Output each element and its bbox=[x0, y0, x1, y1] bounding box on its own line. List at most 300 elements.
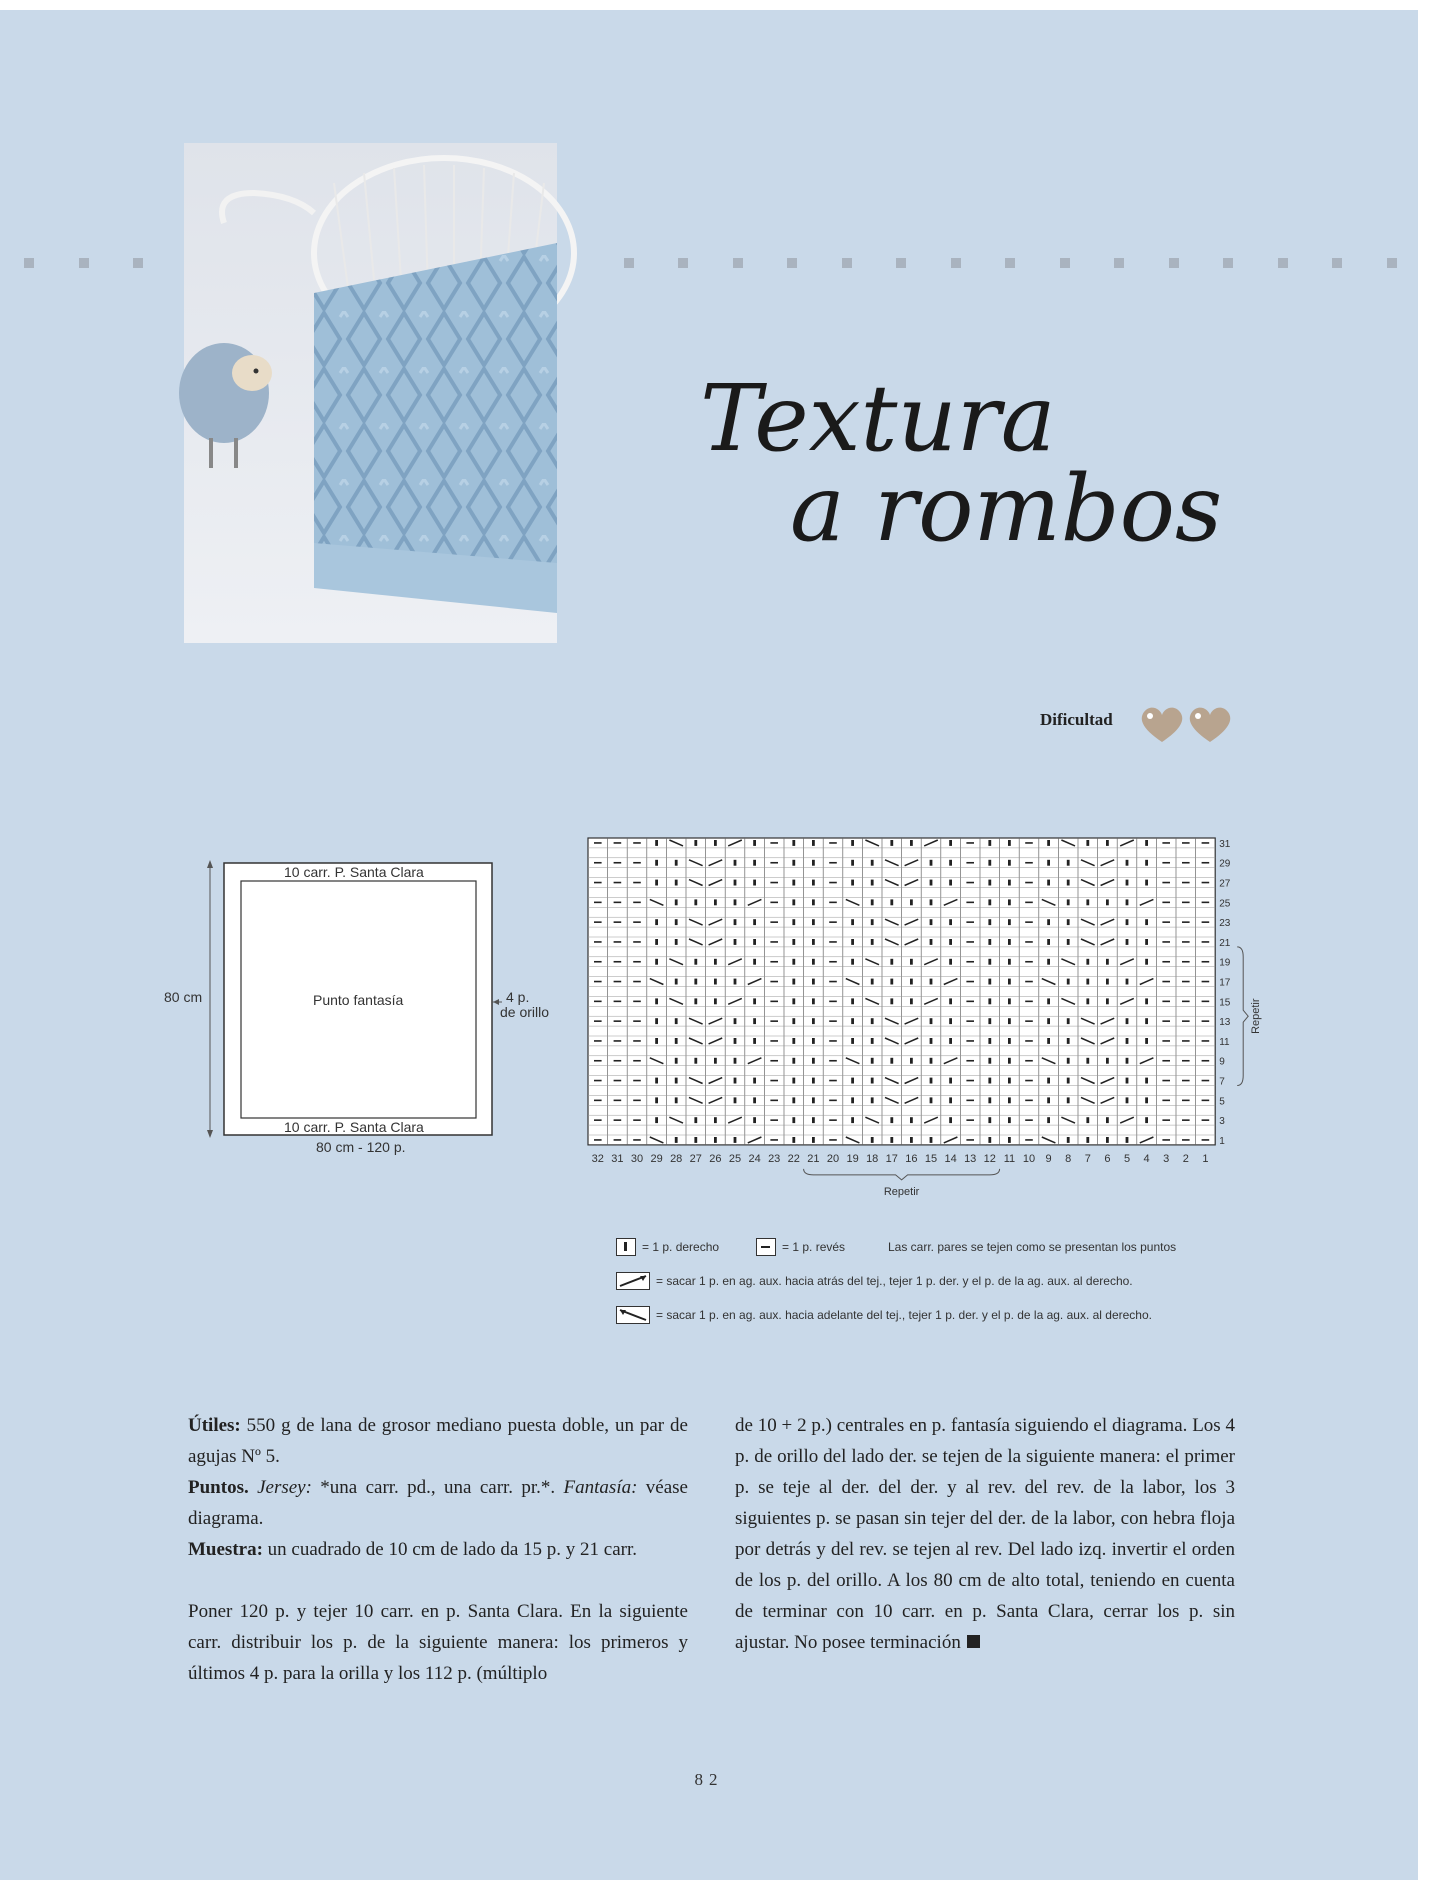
knit-stitch bbox=[792, 880, 795, 886]
knit-stitch bbox=[949, 998, 952, 1004]
knit-stitch bbox=[930, 1078, 933, 1084]
knit-stitch bbox=[890, 979, 893, 985]
knit-stitch bbox=[910, 1117, 913, 1123]
column-label: 2 bbox=[1182, 1152, 1189, 1165]
repeat-label-rows: Repetir bbox=[1250, 998, 1263, 1034]
knit-stitch bbox=[1008, 899, 1011, 905]
schematic-edge-label-2: de orillo bbox=[500, 1004, 550, 1020]
column-label: 20 bbox=[826, 1152, 840, 1165]
column-label: 21 bbox=[807, 1152, 820, 1165]
knit-stitch bbox=[871, 939, 874, 945]
knit-stitch bbox=[675, 1038, 678, 1044]
knit-stitch bbox=[1067, 939, 1070, 945]
knit-stitch bbox=[812, 939, 815, 945]
page bbox=[0, 10, 1418, 1880]
knit-stitch bbox=[871, 1038, 874, 1044]
knit-stitch bbox=[851, 1117, 854, 1123]
knit-stitch bbox=[792, 899, 795, 905]
knit-stitch bbox=[812, 1097, 815, 1103]
knit-stitch bbox=[675, 939, 678, 945]
row-label: 15 bbox=[1219, 997, 1231, 1009]
knit-stitch bbox=[1145, 939, 1148, 945]
knit-stitch bbox=[949, 959, 952, 965]
knit-stitch bbox=[1008, 860, 1011, 866]
heart-icon bbox=[1190, 708, 1231, 742]
heart-icon bbox=[1142, 708, 1183, 742]
knit-stitch bbox=[694, 899, 697, 905]
knit-stitch bbox=[930, 1018, 933, 1024]
row-label: 27 bbox=[1219, 878, 1231, 890]
knit-stitch bbox=[988, 880, 991, 886]
knit-stitch bbox=[988, 998, 991, 1004]
dot-icon bbox=[1169, 258, 1179, 268]
knit-stitch bbox=[1067, 899, 1070, 905]
knit-stitch bbox=[753, 939, 756, 945]
knit-stitch bbox=[675, 1097, 678, 1103]
chart-legend bbox=[610, 1238, 1310, 1348]
knit-stitch bbox=[851, 919, 854, 925]
repeat-brace-rows bbox=[1237, 947, 1248, 1086]
knit-stitch bbox=[890, 1117, 893, 1123]
knit-stitch bbox=[1008, 1117, 1011, 1123]
jersey-label: Jersey: bbox=[248, 1477, 312, 1498]
knit-stitch bbox=[1145, 1078, 1148, 1084]
row-label: 7 bbox=[1219, 1076, 1225, 1088]
knit-stitch bbox=[1126, 1058, 1129, 1064]
end-square-icon bbox=[967, 1635, 980, 1648]
knit-stitch bbox=[851, 880, 854, 886]
row-label: 13 bbox=[1219, 1017, 1231, 1029]
schematic-center-label: Punto fantasía bbox=[313, 992, 404, 1008]
cross-left-symbol-icon bbox=[616, 1306, 650, 1324]
knit-stitch bbox=[812, 919, 815, 925]
knit-stitch bbox=[1126, 899, 1129, 905]
knit-stitch bbox=[851, 959, 854, 965]
knit-stitch bbox=[1047, 1078, 1050, 1084]
knit-stitch bbox=[753, 1117, 756, 1123]
row-label: 5 bbox=[1219, 1096, 1225, 1108]
dot-icon bbox=[133, 258, 143, 268]
knit-stitch bbox=[930, 939, 933, 945]
knit-stitch bbox=[753, 840, 756, 846]
knit-stitch bbox=[1086, 979, 1089, 985]
fantasia-text: véase diagrama. bbox=[188, 1477, 688, 1529]
instructions-column-1 bbox=[188, 1410, 688, 1689]
muestra-text: un cuadrado de 10 cm de lado da 15 p. y 21 carr. bbox=[262, 1539, 637, 1560]
knit-stitch bbox=[949, 919, 952, 925]
row-label: 1 bbox=[1219, 1135, 1225, 1147]
knit-stitch bbox=[694, 979, 697, 985]
knit-stitch bbox=[655, 840, 658, 846]
knit-stitch bbox=[714, 1058, 717, 1064]
knit-stitch bbox=[1047, 998, 1050, 1004]
row-label: 23 bbox=[1219, 918, 1231, 930]
knit-stitch bbox=[1145, 959, 1148, 965]
knit-stitch bbox=[753, 959, 756, 965]
knit-stitch bbox=[1126, 979, 1129, 985]
knit-stitch bbox=[792, 959, 795, 965]
knit-stitch bbox=[988, 939, 991, 945]
knit-stitch bbox=[988, 1117, 991, 1123]
column-label: 6 bbox=[1104, 1152, 1111, 1165]
knit-stitch bbox=[792, 1097, 795, 1103]
column-label: 5 bbox=[1123, 1152, 1131, 1165]
knit-stitch bbox=[1126, 1137, 1129, 1143]
knit-stitch bbox=[949, 1038, 952, 1044]
knit-stitch bbox=[1106, 1137, 1109, 1143]
knit-stitch bbox=[1008, 979, 1011, 985]
column-label: 4 bbox=[1143, 1152, 1150, 1165]
knit-stitch bbox=[753, 1078, 756, 1084]
column-label: 17 bbox=[885, 1152, 898, 1165]
column-label: 19 bbox=[846, 1152, 859, 1165]
column-label: 11 bbox=[1003, 1152, 1016, 1165]
knit-stitch bbox=[1008, 998, 1011, 1004]
knit-stitch bbox=[812, 899, 815, 905]
knit-stitch bbox=[890, 998, 893, 1004]
knit-stitch bbox=[871, 919, 874, 925]
legend-even-rows: Las carr. pares se tejen como se presentan los puntos bbox=[888, 1240, 1177, 1254]
knit-stitch bbox=[1106, 1117, 1109, 1123]
knit-stitch bbox=[1067, 1038, 1070, 1044]
knit-stitch bbox=[812, 1038, 815, 1044]
knit-stitch bbox=[714, 998, 717, 1004]
knit-stitch bbox=[1047, 880, 1050, 886]
knit-stitch bbox=[734, 1018, 737, 1024]
knit-stitch bbox=[1086, 1117, 1089, 1123]
knit-stitch bbox=[1008, 840, 1011, 846]
knit-stitch bbox=[753, 998, 756, 1004]
knit-stitch bbox=[930, 1137, 933, 1143]
knit-stitch bbox=[1008, 880, 1011, 886]
dot-icon bbox=[624, 258, 634, 268]
column-label: 28 bbox=[670, 1152, 683, 1165]
knit-stitch bbox=[930, 1038, 933, 1044]
instructions-column-2 bbox=[735, 1410, 1235, 1658]
knit-stitch bbox=[753, 1018, 756, 1024]
knit-stitch bbox=[851, 860, 854, 866]
knit-stitch bbox=[812, 1137, 815, 1143]
knit-stitch bbox=[1126, 1018, 1129, 1024]
knit-stitch bbox=[714, 979, 717, 985]
column-label: 23 bbox=[768, 1152, 781, 1165]
knit-stitch bbox=[655, 860, 658, 866]
knit-stitch bbox=[1145, 998, 1148, 1004]
knit-stitch bbox=[734, 1137, 737, 1143]
knit-stitch bbox=[694, 998, 697, 1004]
row-label: 31 bbox=[1219, 838, 1231, 850]
knit-stitch bbox=[1047, 1038, 1050, 1044]
knit-stitch bbox=[753, 860, 756, 866]
row-label: 17 bbox=[1219, 977, 1231, 989]
legend-cross-left: = sacar 1 p. en ag. aux. hacia adelante del tej., tejer 1 p. der. y el p. de la ag. aux. al derecho. bbox=[656, 1308, 1152, 1322]
knit-stitch bbox=[1047, 1117, 1050, 1123]
dot-icon bbox=[79, 258, 89, 268]
knit-stitch bbox=[871, 1058, 874, 1064]
knit-stitch bbox=[694, 1058, 697, 1064]
knit-stitch bbox=[930, 979, 933, 985]
knit-stitch bbox=[714, 1137, 717, 1143]
knit-stitch bbox=[930, 899, 933, 905]
knit-stitch bbox=[792, 1038, 795, 1044]
knit-stitch bbox=[1145, 1018, 1148, 1024]
knit-stitch bbox=[655, 1078, 658, 1084]
schematic-height-label: 80 cm bbox=[164, 989, 203, 1005]
knit-stitch bbox=[949, 1117, 952, 1123]
knit-stitch bbox=[1008, 1078, 1011, 1084]
repeat-label-columns: Repetir bbox=[883, 1185, 920, 1198]
knit-stitch bbox=[734, 860, 737, 866]
knit-stitch bbox=[1008, 1058, 1011, 1064]
knit-stitch bbox=[1106, 899, 1109, 905]
knit-stitch bbox=[753, 1038, 756, 1044]
knit-stitch bbox=[1126, 919, 1129, 925]
knit-stitch bbox=[871, 860, 874, 866]
knit-stitch bbox=[910, 1058, 913, 1064]
knit-stitch bbox=[930, 1097, 933, 1103]
knit-stitch bbox=[1126, 1097, 1129, 1103]
dot-icon bbox=[678, 258, 688, 268]
knit-stitch bbox=[734, 1078, 737, 1084]
schematic-width-label: 80 cm - 120 p. bbox=[316, 1139, 406, 1155]
knit-stitch bbox=[1145, 840, 1148, 846]
column-label: 27 bbox=[689, 1152, 702, 1165]
knit-stitch bbox=[812, 1018, 815, 1024]
knit-stitch bbox=[1067, 919, 1070, 925]
knit-stitch bbox=[1067, 1137, 1070, 1143]
knit-stitch bbox=[1145, 1117, 1148, 1123]
knit-stitch bbox=[1047, 939, 1050, 945]
knit-stitch bbox=[1047, 919, 1050, 925]
row-label: 19 bbox=[1219, 957, 1231, 969]
knit-stitch bbox=[1067, 860, 1070, 866]
knit-stitch bbox=[1145, 880, 1148, 886]
knit-stitch bbox=[1086, 840, 1089, 846]
knit-stitch bbox=[1008, 1097, 1011, 1103]
knit-stitch bbox=[675, 1018, 678, 1024]
knit-stitch bbox=[851, 998, 854, 1004]
knit-stitch bbox=[1067, 1058, 1070, 1064]
dot-icon bbox=[733, 258, 743, 268]
knit-stitch bbox=[812, 1078, 815, 1084]
knit-stitch bbox=[655, 1038, 658, 1044]
knit-stitch bbox=[1047, 959, 1050, 965]
knit-stitch bbox=[949, 1018, 952, 1024]
knit-stitch bbox=[753, 1097, 756, 1103]
knit-stitch bbox=[655, 998, 658, 1004]
repeat-brace-columns bbox=[804, 1169, 1000, 1180]
knit-stitch bbox=[1106, 998, 1109, 1004]
knit-stitch bbox=[930, 919, 933, 925]
row-label: 11 bbox=[1219, 1036, 1230, 1048]
knit-stitch bbox=[1126, 880, 1129, 886]
knit-stitch bbox=[1126, 939, 1129, 945]
knit-stitch bbox=[1047, 860, 1050, 866]
knit-stitch bbox=[1086, 998, 1089, 1004]
knit-stitch bbox=[675, 979, 678, 985]
knit-stitch bbox=[655, 939, 658, 945]
fantasia-label: Fantasía: bbox=[555, 1477, 638, 1498]
column-label: 1 bbox=[1202, 1152, 1209, 1165]
knit-stitch bbox=[1145, 1097, 1148, 1103]
column-label: 26 bbox=[709, 1152, 722, 1165]
knit-stitch bbox=[871, 880, 874, 886]
dot-icon bbox=[1114, 258, 1124, 268]
knit-stitch bbox=[1106, 979, 1109, 985]
knit-stitch bbox=[792, 840, 795, 846]
title-line-1: Textura bbox=[700, 365, 1056, 472]
knit-stitch bbox=[1106, 840, 1109, 846]
knit-stitch bbox=[851, 1078, 854, 1084]
column-label: 9 bbox=[1045, 1152, 1052, 1165]
knit-stitch bbox=[1047, 840, 1050, 846]
knit-stitch bbox=[792, 860, 795, 866]
knit-stitch bbox=[792, 1117, 795, 1123]
knit-stitch bbox=[930, 1058, 933, 1064]
knit-stitch bbox=[851, 840, 854, 846]
instructions-paragraph-1: Poner 120 p. y tejer 10 carr. en p. Santa Clara. En la siguiente carr. distribuir los p. de la siguiente manera: los primeros y últimos 4 p. para la orilla y los 112 p. (múltiplo bbox=[188, 1601, 688, 1684]
knit-stitch bbox=[694, 1137, 697, 1143]
column-label: 12 bbox=[983, 1152, 996, 1165]
knit-stitch bbox=[871, 1018, 874, 1024]
knit-stitch bbox=[655, 959, 658, 965]
blanket-photo bbox=[184, 143, 557, 643]
dot-icon bbox=[1387, 258, 1397, 268]
knit-stitch bbox=[675, 880, 678, 886]
knit-stitch bbox=[1086, 959, 1089, 965]
knit-stitch bbox=[890, 840, 893, 846]
knit-stitch bbox=[988, 979, 991, 985]
knit-stitch bbox=[1047, 1018, 1050, 1024]
knit-stitch bbox=[792, 1058, 795, 1064]
knit-stitch bbox=[1067, 1078, 1070, 1084]
knit-stitch bbox=[871, 899, 874, 905]
difficulty-label: Dificultad bbox=[1040, 710, 1113, 729]
knit-stitch bbox=[871, 979, 874, 985]
knit-stitch bbox=[812, 1117, 815, 1123]
column-label: 7 bbox=[1084, 1152, 1091, 1165]
page-number: 82 bbox=[694, 1770, 724, 1789]
knit-stitch bbox=[655, 880, 658, 886]
knit-stitch bbox=[988, 1038, 991, 1044]
knit-stitch bbox=[949, 1078, 952, 1084]
column-label: 30 bbox=[630, 1152, 644, 1165]
knit-stitch bbox=[988, 1058, 991, 1064]
knit-stitch bbox=[1126, 1038, 1129, 1044]
title bbox=[680, 350, 1240, 600]
knit-stitch bbox=[675, 919, 678, 925]
jersey-text: *una carr. pd., una carr. pr.*. bbox=[311, 1477, 556, 1498]
knit-stitch bbox=[655, 919, 658, 925]
knit-stitch bbox=[812, 880, 815, 886]
knit-stitch bbox=[812, 860, 815, 866]
knit-stitch bbox=[1008, 1137, 1011, 1143]
knit-stitch bbox=[694, 840, 697, 846]
knit-stitch bbox=[812, 840, 815, 846]
knit-stitch bbox=[734, 919, 737, 925]
legend-cross-right: = sacar 1 p. en ag. aux. hacia atrás del tej., tejer 1 p. der. y el p. de la ag. aux. al derecho. bbox=[656, 1274, 1133, 1288]
knit-stitch bbox=[988, 1078, 991, 1084]
knit-stitch bbox=[1008, 1018, 1011, 1024]
knit-stitch bbox=[734, 1038, 737, 1044]
knit-stitch bbox=[890, 959, 893, 965]
knit-stitch bbox=[890, 1137, 893, 1143]
knit-stitch bbox=[1126, 860, 1129, 866]
knit-stitch bbox=[675, 860, 678, 866]
knit-stitch bbox=[1145, 1038, 1148, 1044]
knit-stitch bbox=[1008, 939, 1011, 945]
row-label: 21 bbox=[1219, 937, 1231, 949]
knit-stitch bbox=[655, 1097, 658, 1103]
dot-icon bbox=[787, 258, 797, 268]
title-line-2: a rombos bbox=[790, 455, 1223, 562]
dot-icon bbox=[896, 258, 906, 268]
knit-stitch bbox=[1106, 959, 1109, 965]
legend-knit: = 1 p. derecho bbox=[642, 1240, 720, 1254]
knit-stitch bbox=[1067, 880, 1070, 886]
knit-stitch bbox=[714, 840, 717, 846]
knit-stitch bbox=[734, 979, 737, 985]
column-label: 22 bbox=[787, 1152, 800, 1165]
knit-stitch bbox=[1086, 1058, 1089, 1064]
schematic-top-label: 10 carr. P. Santa Clara bbox=[284, 864, 424, 880]
knit-stitch bbox=[949, 860, 952, 866]
dot-icon bbox=[1332, 258, 1342, 268]
knit-stitch bbox=[734, 899, 737, 905]
knit-stitch bbox=[655, 1117, 658, 1123]
dot-icon bbox=[842, 258, 852, 268]
knit-stitch bbox=[871, 1078, 874, 1084]
knit-stitch bbox=[1047, 1097, 1050, 1103]
knit-stitch bbox=[930, 880, 933, 886]
knit-stitch bbox=[792, 1137, 795, 1143]
cross-right-symbol-icon bbox=[616, 1272, 650, 1290]
row-label: 29 bbox=[1219, 858, 1231, 870]
knit-stitch bbox=[851, 1097, 854, 1103]
knit-stitch bbox=[1145, 919, 1148, 925]
schematic-bottom-label: 10 carr. P. Santa Clara bbox=[284, 1119, 424, 1135]
knit-stitch bbox=[753, 919, 756, 925]
dot-icon bbox=[1060, 258, 1070, 268]
knit-stitch bbox=[949, 840, 952, 846]
utiles-label: Útiles: bbox=[188, 1415, 241, 1436]
knit-stitch bbox=[792, 998, 795, 1004]
knit-stitch bbox=[675, 1078, 678, 1084]
difficulty-hearts bbox=[1138, 702, 1238, 746]
knit-stitch bbox=[753, 880, 756, 886]
knit-stitch bbox=[910, 840, 913, 846]
stitch-chart bbox=[580, 828, 1263, 1208]
knit-stitch bbox=[851, 939, 854, 945]
column-label: 24 bbox=[748, 1152, 761, 1165]
knit-stitch bbox=[988, 919, 991, 925]
column-label: 16 bbox=[905, 1152, 918, 1165]
knit-stitch bbox=[792, 1078, 795, 1084]
column-label: 29 bbox=[650, 1152, 663, 1165]
knit-stitch bbox=[734, 1058, 737, 1064]
knit-stitch bbox=[694, 1117, 697, 1123]
legend-purl: = 1 p. revés bbox=[782, 1240, 846, 1254]
knit-stitch bbox=[988, 1097, 991, 1103]
knit-stitch bbox=[1067, 1097, 1070, 1103]
column-label: 10 bbox=[1022, 1152, 1036, 1165]
column-label: 13 bbox=[964, 1152, 977, 1165]
knit-stitch bbox=[812, 998, 815, 1004]
purl-symbol-icon bbox=[756, 1238, 776, 1256]
knit-stitch bbox=[988, 959, 991, 965]
knit-stitch bbox=[910, 998, 913, 1004]
knit-stitch bbox=[988, 1137, 991, 1143]
